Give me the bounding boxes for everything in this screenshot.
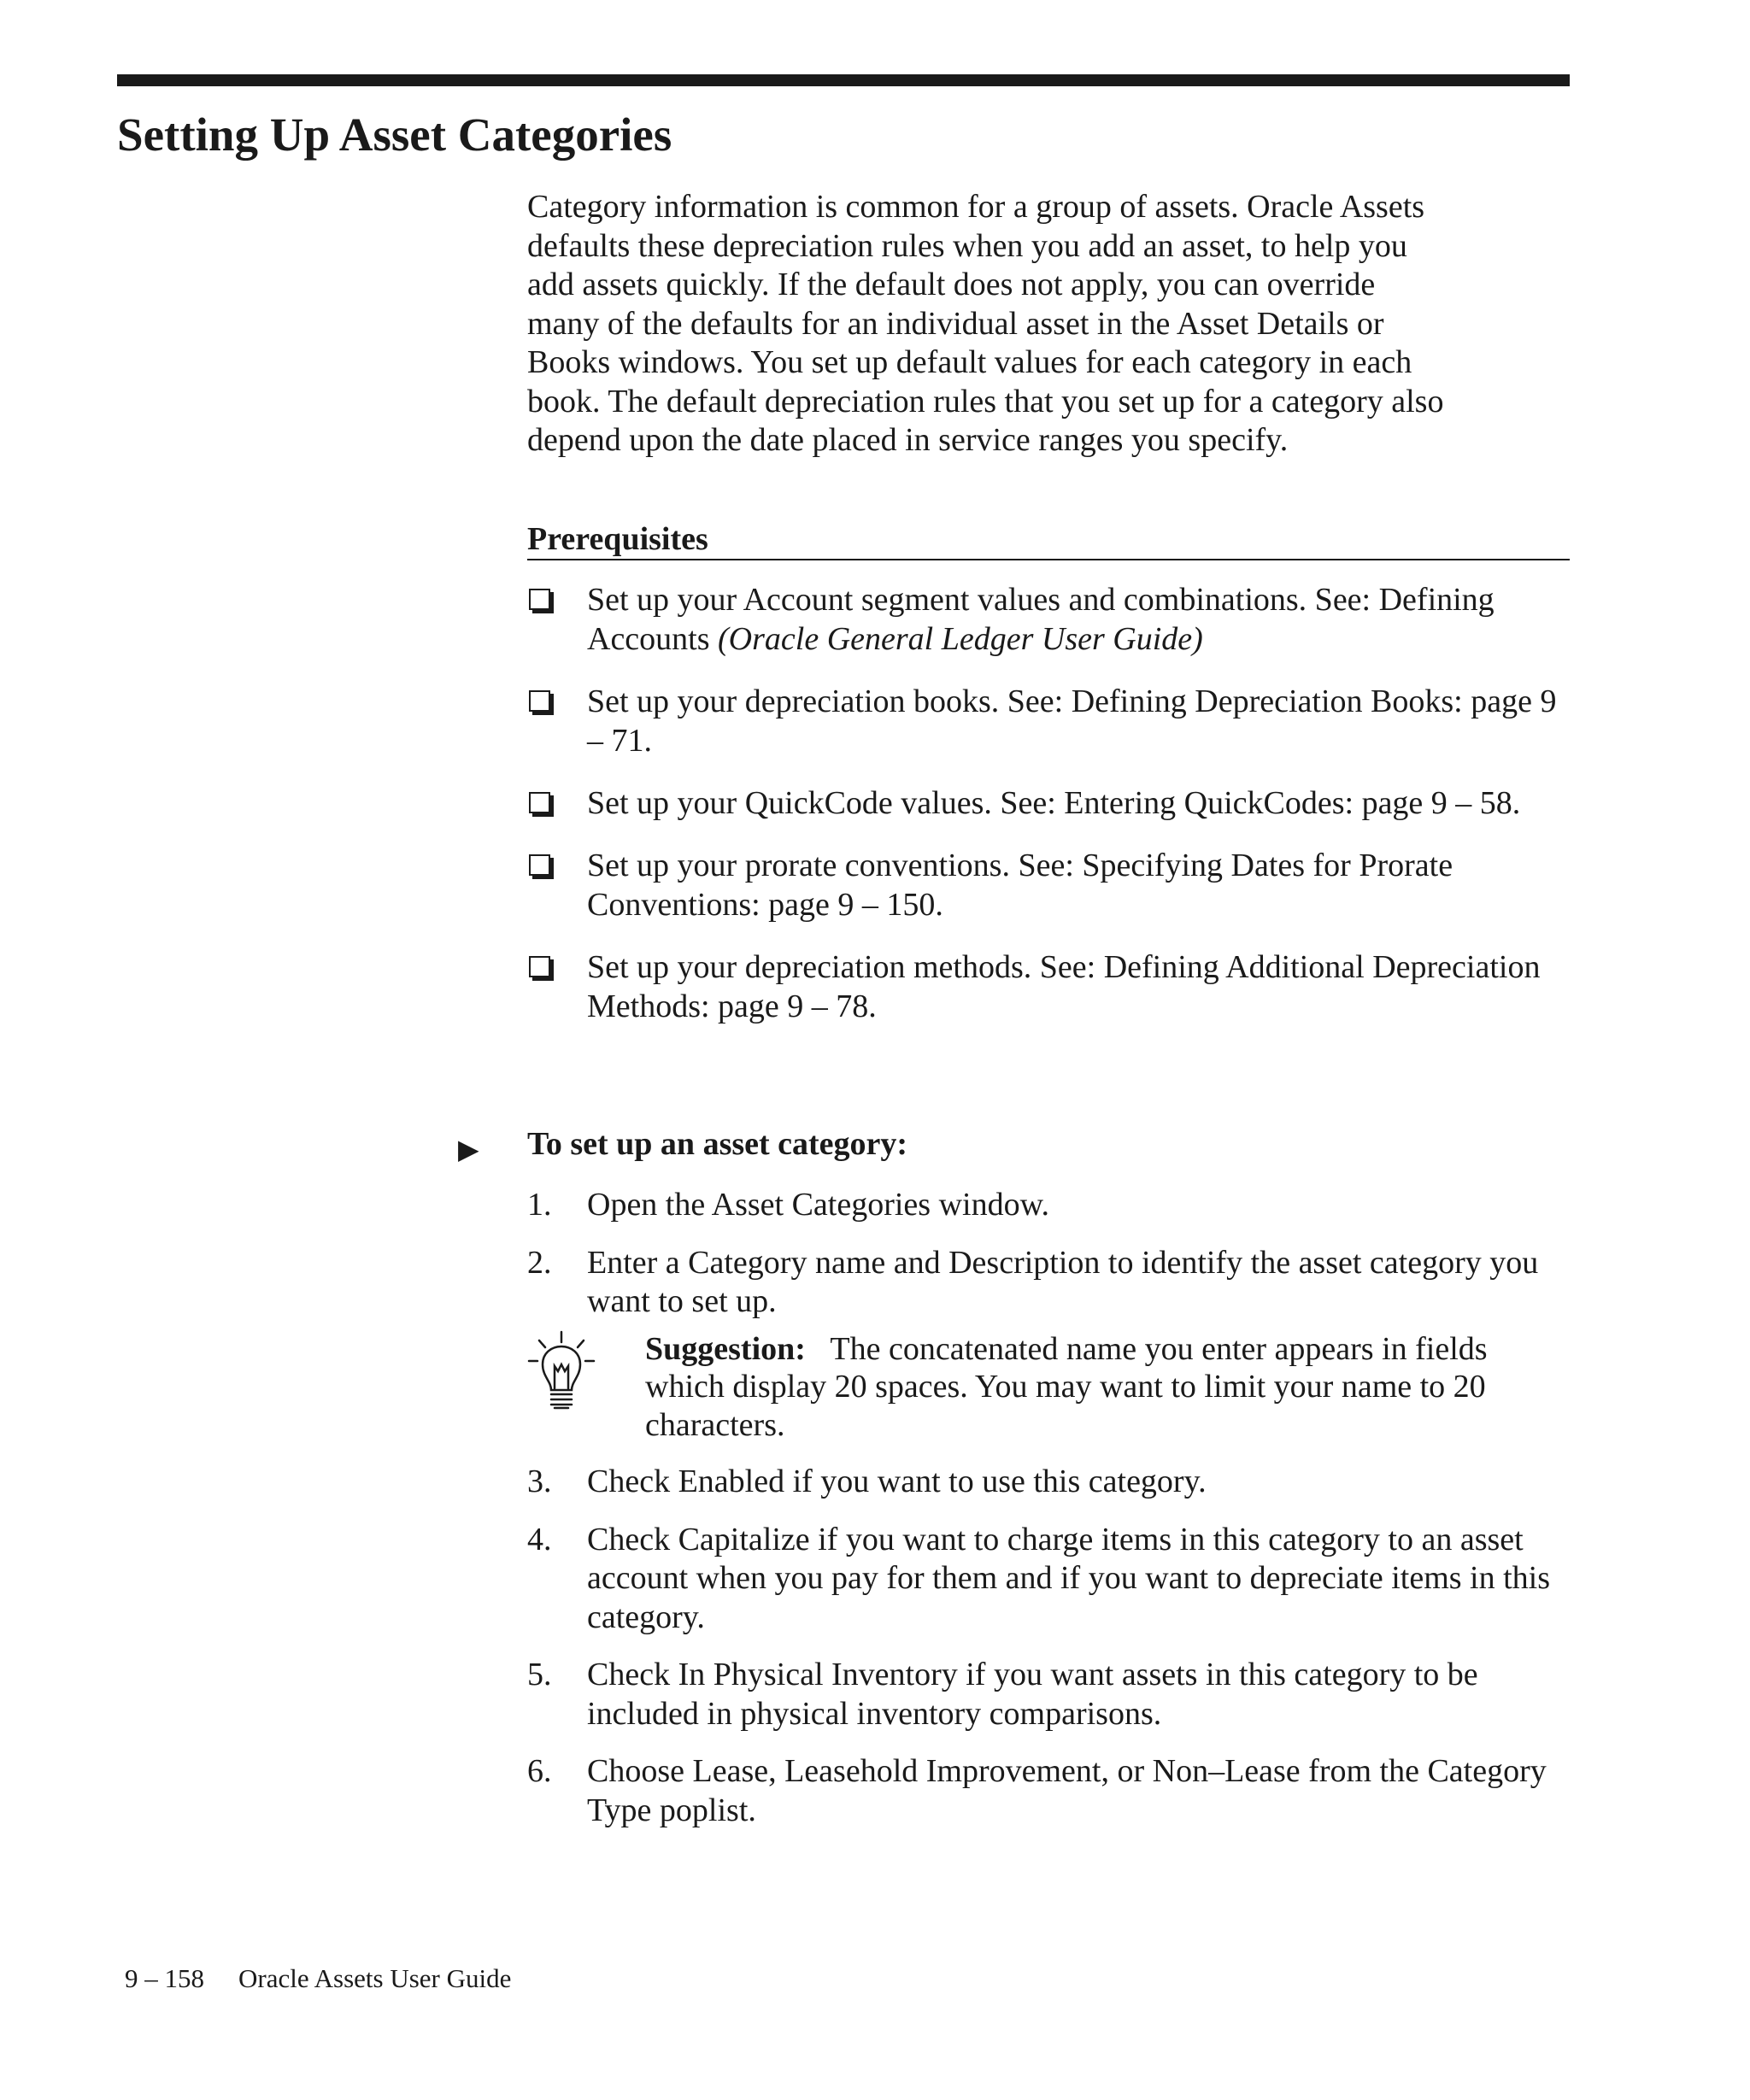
checkbox-icon	[529, 956, 550, 977]
suggestion-note	[527, 1330, 1570, 1445]
checkbox-icon	[529, 690, 550, 712]
prerequisite-reference: (Oracle General Ledger User Guide)	[718, 621, 1203, 657]
step-text: Enter a Category name and Description to identify the asset category you want to set up.	[587, 1244, 1539, 1319]
step-text: Open the Asset Categories window.	[587, 1187, 1050, 1223]
prerequisite-text: Set up your depreciation books. See: Defining Depreciation Books: page 9 – 71.	[587, 683, 1557, 759]
procedure-step	[527, 1244, 1570, 1322]
step-text: Check Enabled if you want to use this category.	[587, 1464, 1207, 1499]
step-text: Check In Physical Inventory if you want assets in this category to be included in physical inventory comparisons.	[587, 1657, 1478, 1732]
prerequisite-item	[527, 947, 1570, 1026]
prerequisite-text: Set up your QuickCode values. See: Entering QuickCodes: page 9 – 58.	[587, 785, 1521, 821]
prerequisite-text: Set up your prorate conventions. See: Specifying Dates for Prorate Conventions: page 9 – 150.	[587, 848, 1453, 923]
prerequisite-item	[527, 580, 1570, 659]
lightbulb-icon	[527, 1330, 596, 1424]
prerequisite-item	[527, 783, 1570, 823]
step-number: 5.	[527, 1657, 552, 1692]
procedure-step	[527, 1752, 1570, 1830]
prerequisite-item	[527, 846, 1570, 924]
procedure-arrow-icon: ▶	[458, 1134, 479, 1164]
top-rule	[117, 74, 1570, 86]
procedure-step	[527, 1186, 1570, 1225]
procedure-heading: To set up an asset category:	[527, 1126, 908, 1162]
procedure-steps	[527, 1186, 1570, 1849]
suggestion-text: The concatenated name you enter appears in fields which display 20 spaces. You may want to limit your name to 20 characters.	[645, 1330, 1488, 1443]
prerequisite-item	[527, 682, 1570, 760]
procedure-step	[527, 1656, 1570, 1733]
step-number: 3.	[527, 1464, 552, 1499]
checkbox-icon	[529, 854, 550, 876]
prerequisites-heading: Prerequisites	[527, 519, 1570, 560]
page-footer	[125, 1962, 511, 1996]
step-number: 2.	[527, 1244, 552, 1281]
procedure-step	[527, 1463, 1570, 1502]
step-number: 4.	[527, 1521, 552, 1557]
step-text: Choose Lease, Leasehold Improvement, or Non–Lease from the Category Type poplist.	[587, 1753, 1547, 1828]
prerequisite-text: Set up your Account segment values and combinations. See: Defining Accounts	[587, 582, 1495, 657]
checkbox-icon	[529, 792, 550, 813]
step-number: 6.	[527, 1753, 552, 1789]
step-number: 1.	[527, 1187, 552, 1223]
procedure-step	[527, 1521, 1570, 1638]
page-title: Setting Up Asset Categories	[117, 109, 672, 161]
footer-page-number: 9 – 158	[125, 1963, 204, 1993]
prerequisite-text: Set up your depreciation methods. See: Defining Additional Depreciation Methods: page 9 – 78.	[587, 949, 1541, 1024]
footer-book-title: Oracle Assets User Guide	[238, 1963, 512, 1993]
suggestion-label: Suggestion:	[645, 1330, 806, 1367]
intro-paragraph: Category information is common for a group of assets. Oracle Assets defaults these depreciation rules when you add an asset, to help you add assets quickly. If the default does not apply, you can override many of the defaults for an individual asset in the Asset Details or Books windows. You set up default values for each category in each book. The default depreciation rules that you set up for a category also depend upon the date placed in service ranges you specify.	[527, 189, 1444, 458]
checkbox-icon	[529, 589, 550, 610]
step-text: Check Capitalize if you want to charge items in this category to an asset account when you pay for them and if you want to depreciate items in this category.	[587, 1521, 1551, 1635]
prerequisites-list	[527, 580, 1570, 1049]
